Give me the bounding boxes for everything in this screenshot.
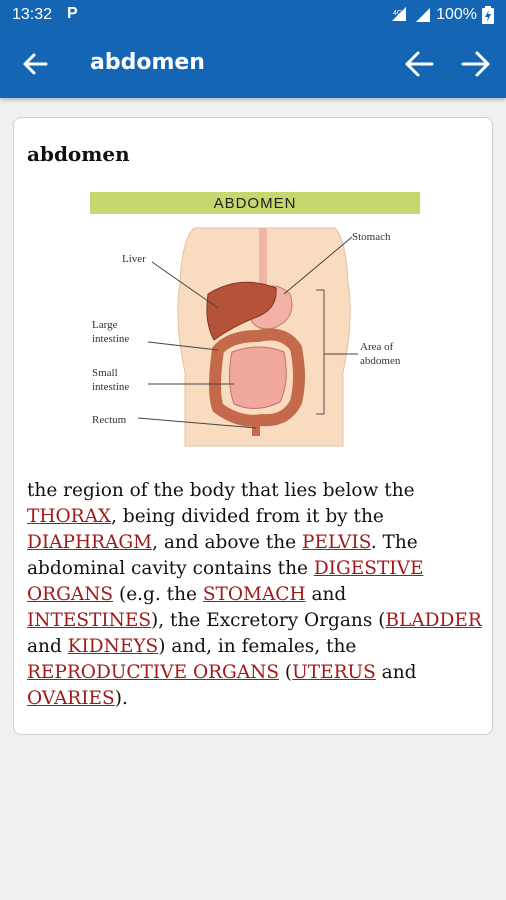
link-digestive-organs[interactable]: DIGESTIVE ORGANS [27,558,424,605]
status-right [390,6,494,24]
definition-text: , being divided from it by the [111,506,384,527]
link-uterus[interactable]: UTERUS [292,662,376,683]
link-bladder[interactable]: BLADDER [385,610,482,631]
definition-text: and [27,636,68,657]
battery-charging-icon [482,6,494,24]
link-ovaries[interactable]: OVARIES [27,688,115,709]
link-kidneys[interactable]: KIDNEYS [67,636,159,657]
label-small-intestine-2: intestine [92,381,130,393]
page-title: abdomen [90,50,205,75]
definition-text: ) and, in females, the [158,636,357,657]
link-thorax[interactable]: THORAX [27,506,112,527]
previous-entry-button[interactable] [403,49,435,79]
network-type: 4G [393,10,403,17]
definition-text: . The abdominal cavity contains the [27,532,418,579]
status-time: 13:32 [12,6,53,23]
link-pelvis[interactable]: PELVIS [302,532,371,553]
label-large-intestine-2: intestine [92,333,130,345]
label-small-intestine-1: Small [92,367,118,379]
label-area-2: abdomen [360,355,401,367]
definition-text: and [375,662,417,683]
link-intestines[interactable]: INTESTINES [27,610,152,631]
definition-text: and [305,584,347,605]
figure-banner-text: ABDOMEN [213,195,297,212]
app-bar [0,30,506,98]
status-bar [0,0,506,30]
definition-text: , and above the [152,532,302,553]
wifi-signal-icon [390,7,410,23]
link-reproductive-organs[interactable]: REPRODUCTIVE ORGANS [27,662,280,683]
abdomen-illustration [90,192,420,452]
link-diaphragm[interactable]: DIAPHRAGM [27,532,153,553]
definition-text: the region of the body that lies below the [27,480,415,501]
label-rectum: Rectum [92,414,127,426]
entry-card [13,117,493,735]
entry-definition [27,478,482,712]
entry-headword: abdomen [27,142,130,166]
label-large-intestine-1: Large [92,319,118,331]
small-intestine-shape [229,347,286,409]
definition-text: (e.g. the [113,584,203,605]
definition-text: ). [114,688,128,709]
cell-signal-icon [415,7,431,23]
definition-text: ( [279,662,293,683]
label-liver: Liver [122,253,146,265]
battery-percent: 100% [436,6,477,23]
link-stomach[interactable]: STOMACH [202,584,306,605]
definition-text: ), the Excretory Organs ( [151,610,386,631]
back-button[interactable] [20,50,50,78]
parking-notification-icon: P [67,5,78,22]
next-entry-button[interactable] [460,49,492,79]
label-stomach: Stomach [352,231,391,243]
label-area-1: Area of [360,341,394,353]
